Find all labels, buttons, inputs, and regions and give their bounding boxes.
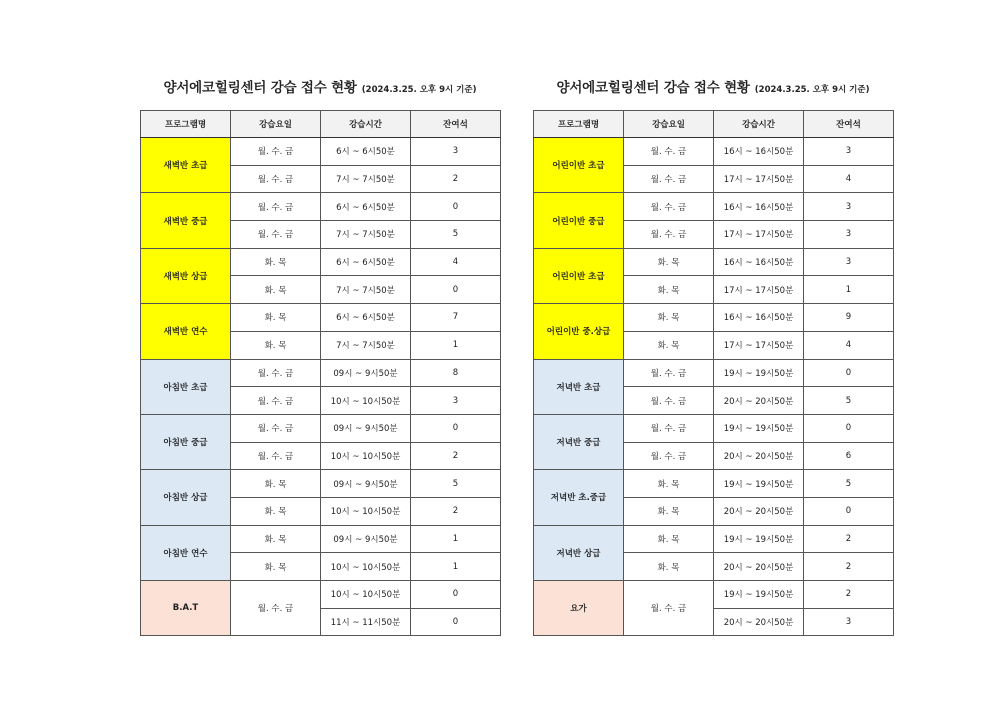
remaining-seats: 5 [411, 221, 501, 249]
program-name: 저녁반 초급 [534, 359, 624, 414]
class-time: 16시 ~ 16시50분 [714, 304, 804, 332]
class-time: 19시 ~ 19시50분 [714, 525, 804, 553]
class-time: 6시 ~ 6시50분 [321, 193, 411, 221]
class-days: 화. 목 [231, 304, 321, 332]
class-days: 화. 목 [624, 276, 714, 304]
remaining-seats: 0 [804, 414, 894, 442]
class-days: 화. 목 [624, 525, 714, 553]
class-time: 17시 ~ 17시50분 [714, 331, 804, 359]
class-time: 17시 ~ 17시50분 [714, 165, 804, 193]
header-seats: 잔여석 [804, 111, 894, 138]
class-days: 월. 수. 금 [231, 221, 321, 249]
program-name: B.A.T [141, 581, 231, 636]
program-name: 아침반 상급 [141, 470, 231, 525]
remaining-seats: 3 [804, 221, 894, 249]
header-row [534, 111, 894, 138]
remaining-seats: 5 [804, 387, 894, 415]
class-time: 10시 ~ 10시50분 [321, 387, 411, 415]
class-days: 화. 목 [624, 470, 714, 498]
remaining-seats: 2 [411, 497, 501, 525]
program-name: 저녁반 상급 [534, 525, 624, 580]
class-days: 화. 목 [624, 497, 714, 525]
class-days: 화. 목 [624, 304, 714, 332]
class-time: 16시 ~ 16시50분 [714, 248, 804, 276]
class-time: 19시 ~ 19시50분 [714, 581, 804, 609]
class-days: 월. 수. 금 [624, 414, 714, 442]
class-days: 월. 수. 금 [624, 138, 714, 166]
table-body [141, 138, 501, 636]
title-main: 양서에코힐링센터 강습 접수 현황 [556, 80, 750, 96]
program-name: 저녁반 중급 [534, 414, 624, 469]
left-panel [140, 76, 500, 629]
remaining-seats: 1 [411, 553, 501, 581]
remaining-seats: 2 [804, 553, 894, 581]
remaining-seats: 3 [411, 387, 501, 415]
class-time: 09시 ~ 9시50분 [321, 470, 411, 498]
class-days: 월. 수. 금 [624, 359, 714, 387]
table-row [534, 581, 894, 609]
remaining-seats: 1 [411, 331, 501, 359]
class-days: 화. 목 [231, 497, 321, 525]
program-name: 아침반 연수 [141, 525, 231, 580]
class-time: 7시 ~ 7시50분 [321, 165, 411, 193]
remaining-seats: 3 [804, 248, 894, 276]
class-days: 월. 수. 금 [231, 165, 321, 193]
table-row [534, 304, 894, 332]
remaining-seats: 1 [804, 276, 894, 304]
remaining-seats: 3 [411, 138, 501, 166]
remaining-seats: 5 [804, 470, 894, 498]
class-time: 09시 ~ 9시50분 [321, 414, 411, 442]
table-row [534, 525, 894, 553]
remaining-seats: 0 [804, 359, 894, 387]
schedule-table-left [140, 110, 501, 636]
remaining-seats: 0 [804, 497, 894, 525]
header-day: 강습요일 [231, 111, 321, 138]
remaining-seats: 6 [804, 442, 894, 470]
schedule-table-right [533, 110, 894, 636]
table-row [141, 138, 501, 166]
title-subtitle: (2024.3.25. 오후 9시 기준) [361, 85, 477, 95]
class-time: 10시 ~ 10시50분 [321, 581, 411, 609]
class-days: 월. 수. 금 [231, 581, 321, 636]
program-name: 새벽반 중급 [141, 193, 231, 248]
class-days: 월. 수. 금 [231, 193, 321, 221]
table-row [141, 581, 501, 609]
class-days: 월. 수. 금 [624, 221, 714, 249]
table-title [140, 76, 500, 100]
remaining-seats: 2 [411, 442, 501, 470]
title-main: 양서에코힐링센터 강습 접수 현황 [163, 80, 357, 96]
table-row [534, 414, 894, 442]
program-name: 어린이반 초급 [534, 248, 624, 303]
program-name: 새벽반 초급 [141, 138, 231, 193]
remaining-seats: 5 [411, 470, 501, 498]
header-time: 강습시간 [321, 111, 411, 138]
class-days: 화. 목 [231, 276, 321, 304]
class-days: 화. 목 [624, 331, 714, 359]
class-days: 화. 목 [624, 553, 714, 581]
table-row [141, 248, 501, 276]
class-time: 20시 ~ 20시50분 [714, 608, 804, 636]
table-row [534, 193, 894, 221]
header-time: 강습시간 [714, 111, 804, 138]
remaining-seats: 0 [411, 414, 501, 442]
class-time: 6시 ~ 6시50분 [321, 248, 411, 276]
class-days: 화. 목 [624, 248, 714, 276]
class-time: 7시 ~ 7시50분 [321, 276, 411, 304]
remaining-seats: 2 [804, 525, 894, 553]
program-name: 새벽반 연수 [141, 304, 231, 359]
table-row [141, 359, 501, 387]
header-program: 프로그램명 [141, 111, 231, 138]
class-days: 월. 수. 금 [624, 442, 714, 470]
class-days: 월. 수. 금 [231, 138, 321, 166]
class-time: 09시 ~ 9시50분 [321, 359, 411, 387]
remaining-seats: 8 [411, 359, 501, 387]
class-days: 화. 목 [231, 553, 321, 581]
program-name: 아침반 초급 [141, 359, 231, 414]
class-time: 16시 ~ 16시50분 [714, 138, 804, 166]
remaining-seats: 3 [804, 193, 894, 221]
table-body [534, 138, 894, 636]
class-time: 7시 ~ 7시50분 [321, 331, 411, 359]
table-row [534, 470, 894, 498]
table-row [534, 248, 894, 276]
table-row [141, 525, 501, 553]
class-time: 20시 ~ 20시50분 [714, 497, 804, 525]
table-row [141, 470, 501, 498]
class-time: 20시 ~ 20시50분 [714, 553, 804, 581]
class-time: 10시 ~ 10시50분 [321, 497, 411, 525]
header-seats: 잔여석 [411, 111, 501, 138]
remaining-seats: 4 [411, 248, 501, 276]
class-time: 17시 ~ 17시50분 [714, 276, 804, 304]
program-name: 요가 [534, 581, 624, 636]
class-days: 월. 수. 금 [624, 387, 714, 415]
table-row [534, 138, 894, 166]
class-time: 10시 ~ 10시50분 [321, 442, 411, 470]
title-subtitle: (2024.3.25. 오후 9시 기준) [754, 85, 870, 95]
remaining-seats: 4 [804, 165, 894, 193]
table-row [141, 414, 501, 442]
class-days: 월. 수. 금 [624, 193, 714, 221]
remaining-seats: 2 [411, 165, 501, 193]
remaining-seats: 0 [411, 193, 501, 221]
class-days: 화. 목 [231, 470, 321, 498]
class-time: 19시 ~ 19시50분 [714, 414, 804, 442]
class-time: 20시 ~ 20시50분 [714, 442, 804, 470]
header-program: 프로그램명 [534, 111, 624, 138]
program-name: 어린이반 중.상급 [534, 304, 624, 359]
class-days: 월. 수. 금 [231, 442, 321, 470]
header-row [141, 111, 501, 138]
class-days: 월. 수. 금 [624, 581, 714, 636]
table-title [533, 76, 893, 100]
class-days: 화. 목 [231, 331, 321, 359]
class-time: 09시 ~ 9시50분 [321, 525, 411, 553]
class-time: 7시 ~ 7시50분 [321, 221, 411, 249]
program-name: 저녁반 초.중급 [534, 470, 624, 525]
class-days: 월. 수. 금 [624, 165, 714, 193]
remaining-seats: 3 [804, 608, 894, 636]
class-time: 16시 ~ 16시50분 [714, 193, 804, 221]
remaining-seats: 7 [411, 304, 501, 332]
class-time: 11시 ~ 11시50분 [321, 608, 411, 636]
class-time: 6시 ~ 6시50분 [321, 304, 411, 332]
right-panel [533, 76, 893, 629]
program-name: 아침반 중급 [141, 414, 231, 469]
class-days: 월. 수. 금 [231, 387, 321, 415]
class-time: 19시 ~ 19시50분 [714, 470, 804, 498]
program-name: 어린이반 초급 [534, 138, 624, 193]
class-days: 화. 목 [231, 248, 321, 276]
table-row [141, 193, 501, 221]
table-row [141, 304, 501, 332]
header-day: 강습요일 [624, 111, 714, 138]
class-days: 화. 목 [231, 525, 321, 553]
class-time: 6시 ~ 6시50분 [321, 138, 411, 166]
remaining-seats: 0 [411, 276, 501, 304]
class-time: 17시 ~ 17시50분 [714, 221, 804, 249]
class-days: 월. 수. 금 [231, 414, 321, 442]
class-days: 월. 수. 금 [231, 359, 321, 387]
table-row [534, 359, 894, 387]
remaining-seats: 2 [804, 581, 894, 609]
remaining-seats: 9 [804, 304, 894, 332]
class-time: 10시 ~ 10시50분 [321, 553, 411, 581]
remaining-seats: 0 [411, 608, 501, 636]
remaining-seats: 3 [804, 138, 894, 166]
remaining-seats: 4 [804, 331, 894, 359]
program-name: 어린이반 중급 [534, 193, 624, 248]
program-name: 새벽반 상급 [141, 248, 231, 303]
remaining-seats: 0 [411, 581, 501, 609]
class-time: 19시 ~ 19시50분 [714, 359, 804, 387]
remaining-seats: 1 [411, 525, 501, 553]
class-time: 20시 ~ 20시50분 [714, 387, 804, 415]
